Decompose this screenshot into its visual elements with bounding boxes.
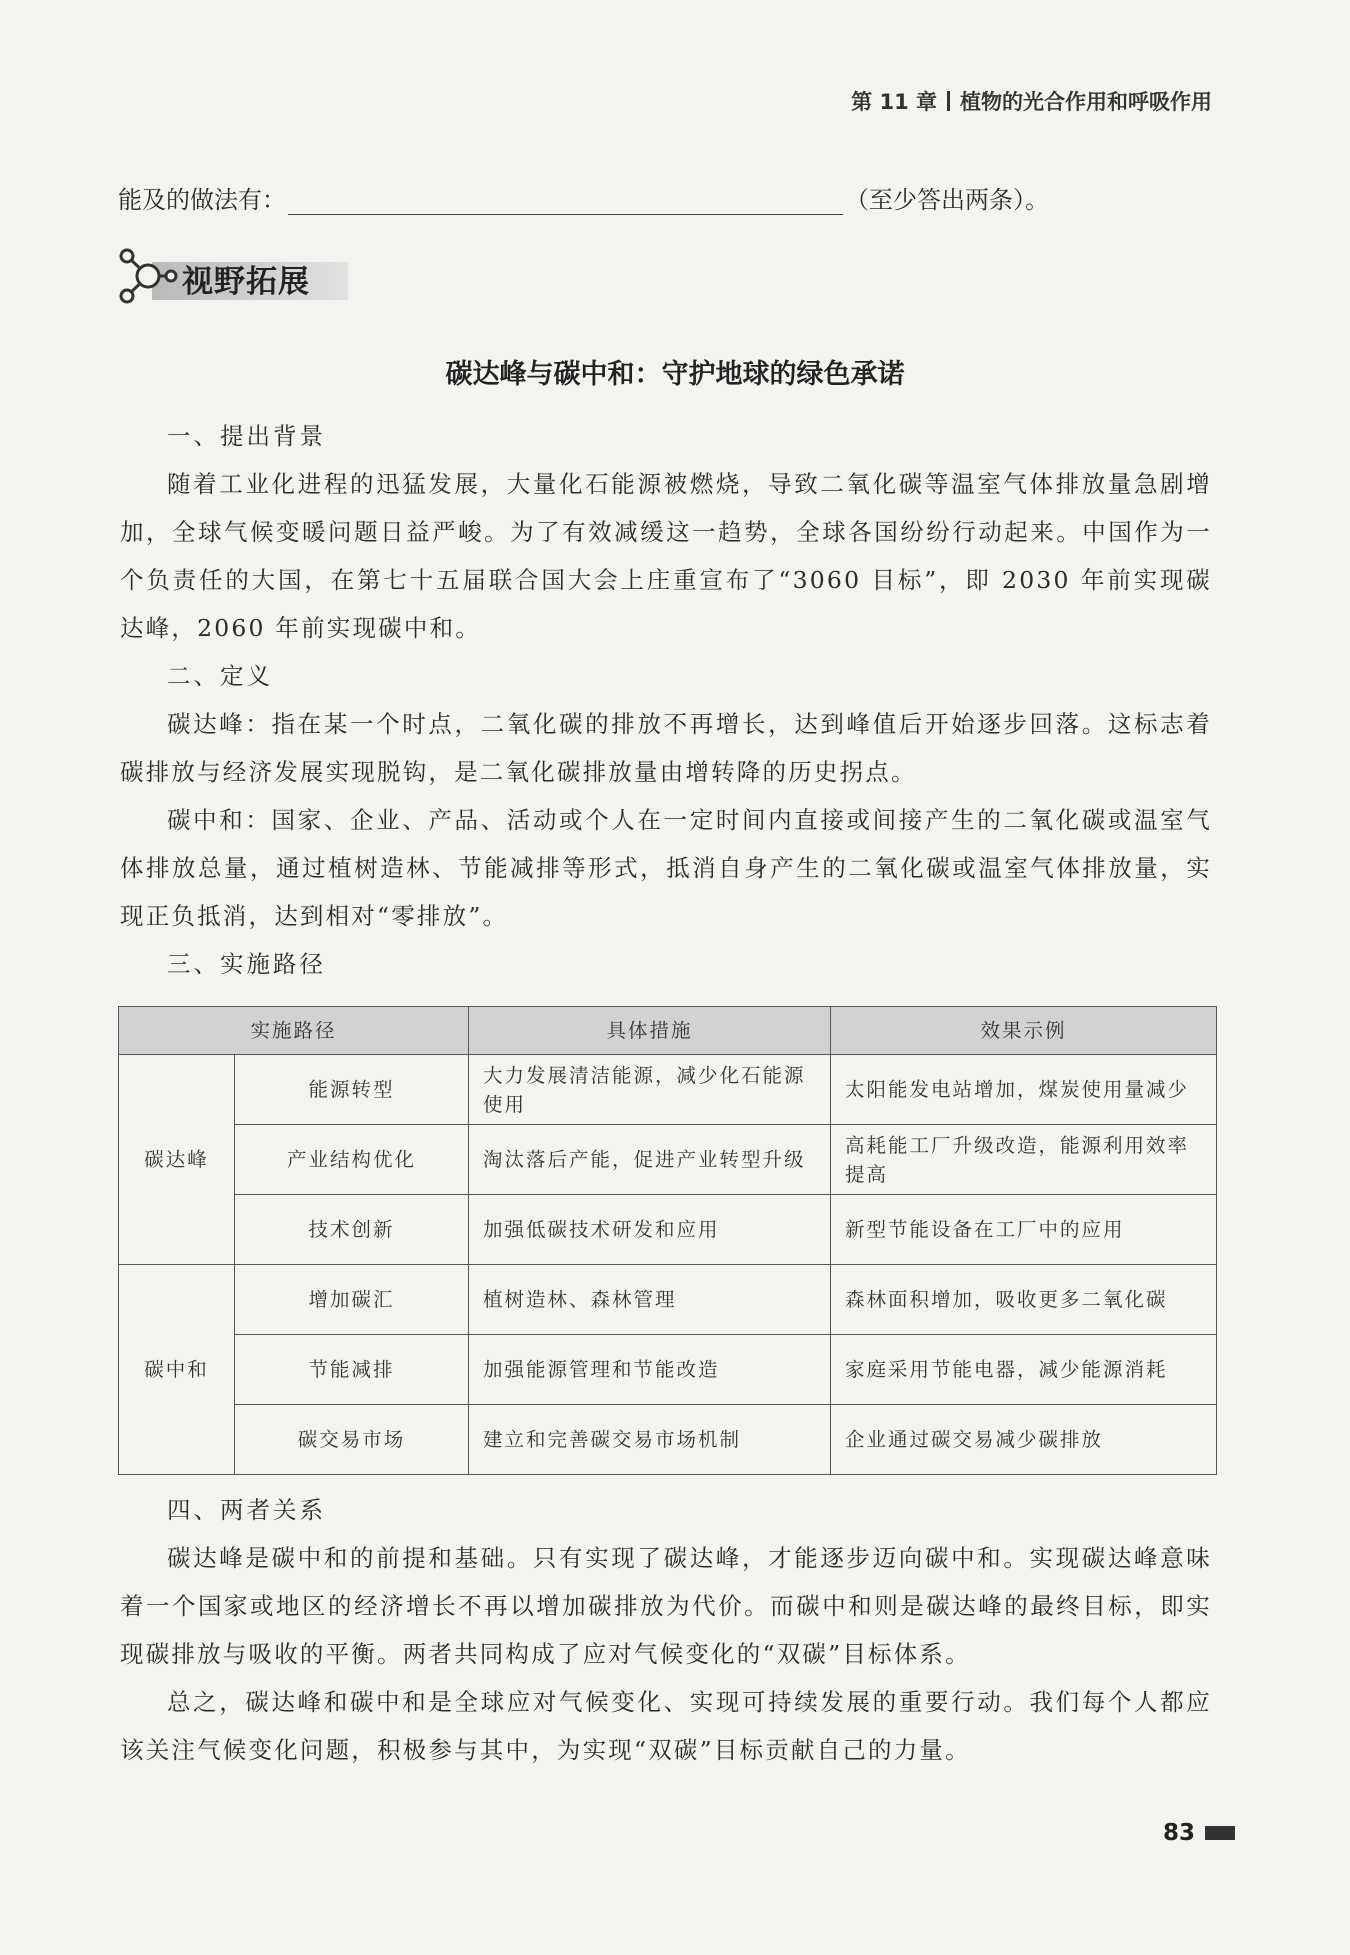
category-cell: 碳中和 — [119, 1265, 235, 1475]
pathway-cell: 增加碳汇 — [235, 1265, 469, 1335]
heading-background: 一、提出背景 — [167, 422, 326, 450]
category-cell: 碳达峰 — [119, 1055, 235, 1265]
page-number: 83 — [1162, 1820, 1195, 1846]
article-body-bottom — [120, 1486, 1212, 1774]
table-row — [119, 1195, 1217, 1265]
effect-cell: 企业通过碳交易减少碳排放 — [831, 1405, 1217, 1475]
measure-cell: 植树造林、森林管理 — [469, 1265, 831, 1335]
header-divider — [947, 91, 950, 111]
table-header-row — [119, 1007, 1217, 1055]
pathway-cell: 能源转型 — [235, 1055, 469, 1125]
paragraph-conclusion: 总之，碳达峰和碳中和是全球应对气候变化、实现可持续发展的重要行动。我们每个人都应该关注气候变化问题，积极参与其中，为实现“双碳”目标贡献自己的力量。 — [120, 1688, 1212, 1764]
article-title: 碳达峰与碳中和：守护地球的绿色承诺 — [445, 359, 905, 390]
chapter-title: 植物的光合作用和呼吸作用 — [960, 90, 1212, 114]
pathway-cell: 碳交易市场 — [235, 1405, 469, 1475]
pathway-cell: 产业结构优化 — [235, 1125, 469, 1195]
section-badge — [118, 248, 350, 304]
table-row — [119, 1265, 1217, 1335]
column-header: 效果示例 — [831, 1007, 1217, 1055]
pathway-cell: 技术创新 — [235, 1195, 469, 1265]
section-label: 视野拓展 — [182, 264, 310, 300]
article-body-top — [120, 412, 1212, 988]
page-marker-block — [1205, 1826, 1235, 1840]
effect-cell: 家庭采用节能电器，减少能源消耗 — [831, 1335, 1217, 1405]
question-prefix: 能及的做法有： — [118, 186, 286, 214]
answer-blank — [288, 188, 843, 215]
measure-cell: 大力发展清洁能源，减少化石能源使用 — [469, 1055, 831, 1125]
heading-relationship: 四、两者关系 — [167, 1496, 326, 1524]
column-header: 具体措施 — [469, 1007, 831, 1055]
molecule-icon — [118, 248, 178, 304]
fill-in-question — [118, 180, 1049, 215]
chapter-number: 第 11 章 — [851, 90, 937, 114]
effect-cell: 太阳能发电站增加，煤炭使用量减少 — [831, 1055, 1217, 1125]
paragraph-carbon-peak-definition: 碳达峰：指在某一个时点，二氧化碳的排放不再增长，达到峰值后开始逐步回落。这标志着碳排放与经济发展实现脱钩，是二氧化碳排放量由增转降的历史拐点。 — [120, 710, 1212, 786]
page-footer — [1163, 1820, 1235, 1846]
effect-cell: 森林面积增加，吸收更多二氧化碳 — [831, 1265, 1217, 1335]
measure-cell: 加强低碳技术研发和应用 — [469, 1195, 831, 1265]
paragraph-background: 随着工业化进程的迅猛发展，大量化石能源被燃烧，导致二氧化碳等温室气体排放量急剧增加，全球气候变暖问题日益严峻。为了有效减缓这一趋势，全球各国纷纷行动起来。中国作为一个负责任的大国，在第七十五届联合国大会上庄重宣布了“3060 目标”，即 2030 年前实现碳达峰，2060 年前实现碳中和。 — [120, 470, 1212, 642]
table-row — [119, 1055, 1217, 1125]
paragraph-carbon-neutral-definition: 碳中和：国家、企业、产品、活动或个人在一定时间内直接或间接产生的二氧化碳或温室气体排放总量，通过植树造林、节能减排等形式，抵消自身产生的二氧化碳或温室气体排放量，实现正负抵消，达到相对“零排放”。 — [120, 806, 1212, 930]
question-suffix: （至少答出两条）。 — [845, 186, 1049, 214]
measure-cell: 加强能源管理和节能改造 — [469, 1335, 831, 1405]
heading-definition: 二、定义 — [167, 662, 273, 690]
table-row — [119, 1125, 1217, 1195]
effect-cell: 高耗能工厂升级改造，能源利用效率提高 — [831, 1125, 1217, 1195]
table-row — [119, 1405, 1217, 1475]
effect-cell: 新型节能设备在工厂中的应用 — [831, 1195, 1217, 1265]
paragraph-relationship: 碳达峰是碳中和的前提和基础。只有实现了碳达峰，才能逐步迈向碳中和。实现碳达峰意味着一个国家或地区的经济增长不再以增加碳排放为代价。而碳中和则是碳达峰的最终目标，即实现碳排放与吸收的平衡。两者共同构成了应对气候变化的“双碳”目标体系。 — [120, 1544, 1212, 1668]
measure-cell: 淘汰落后产能，促进产业转型升级 — [469, 1125, 831, 1195]
measure-cell: 建立和完善碳交易市场机制 — [469, 1405, 831, 1475]
table-row — [119, 1335, 1217, 1405]
column-header: 实施路径 — [119, 1007, 469, 1055]
implementation-table — [118, 1006, 1217, 1475]
running-header — [851, 86, 1212, 116]
pathway-cell: 节能减排 — [235, 1335, 469, 1405]
heading-implementation: 三、实施路径 — [167, 950, 326, 978]
